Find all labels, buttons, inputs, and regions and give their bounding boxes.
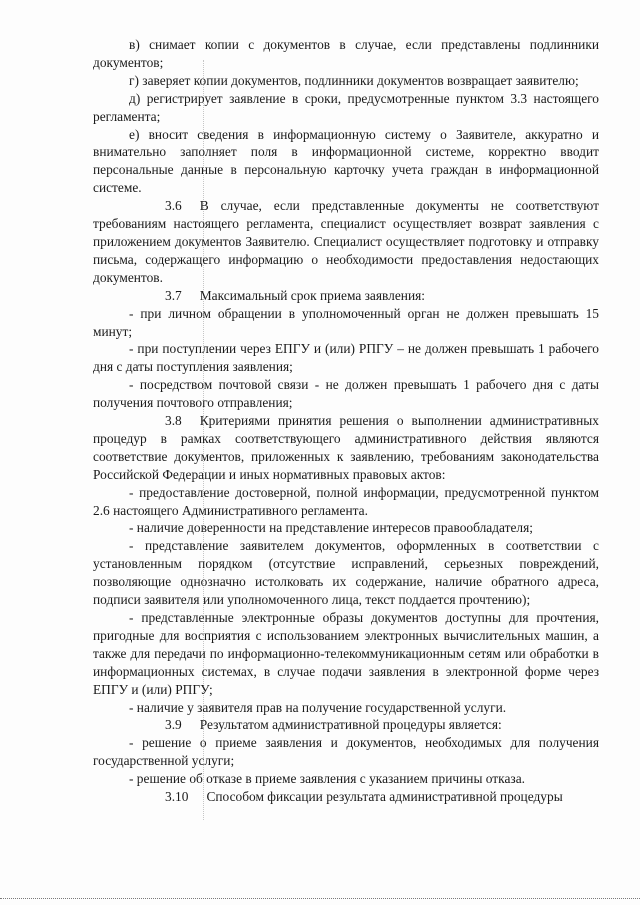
section-3-9 [93,716,599,734]
paragraph-g: г) заверяет копии документов, подлинники документов возвращает заявителю; [129,72,579,88]
section-number: 3.7 [165,287,182,303]
section-number: 3.8 [165,413,182,429]
list-item: - при поступлении через ЕПГУ и (или) РПГУ – не должен превышать 1 рабочего дня с даты поступления заявления; [93,341,599,375]
section-text: В случае, если представленные документы не соответствуют требованиям настоящего регламента, специалист осуществляет возврат заявления с приложением документов Заявителю. Специалист осуществляет подготовку и отправку письма, содержащего информацию о необходимости предоставления недостающих документов. [93,198,599,285]
list-item: - наличие доверенности на представление интересов правообладателя; [129,520,533,536]
list-item: - представленные электронные образы документов доступны для прочтения, пригодные для восприятия с использованием электронных вычислительных машин, а также для передачи по информационно-телекоммуникационным сетям или обработки в информационных системах, в случае подачи заявления в электронной форме через ЕПГУ и (или) РПГУ; [93,610,599,697]
section-number: 3.10 [165,789,189,805]
document-body [93,36,599,806]
section-3-6 [93,197,599,287]
section-text: Способом фиксации результата административной процедуры [206,789,563,805]
section-text: Максимальный срок приема заявления: [199,287,425,303]
paragraph-d: д) регистрирует заявление в сроки, предусмотренные пунктом 3.3 настоящего регламента; [93,90,599,124]
section-number: 3.9 [165,717,182,733]
list-item: - посредством почтовой связи - не должен превышать 1 рабочего дня с даты получения почтового отправления; [93,377,599,411]
list-item: - при личном обращении в уполномоченный орган не должен превышать 15 минут; [93,305,599,339]
section-text: Критериями принятия решения о выполнении административных процедур в рамках соответствующего административного действия являются соответствие документов, приложенных к заявлению, требованиям законодательства Российской Федерации и иных нормативных правовых актов: [93,413,599,482]
paragraph-v: в) снимает копии с документов в случае, если представлены подлинники документов; [93,37,599,70]
list-item: - решение о приеме заявления и документов, необходимых для получения государственной услуги; [93,735,599,769]
section-3-7 [93,287,599,305]
page-bottom-edge [0,898,640,899]
list-item: - наличие у заявителя прав на получение государственной услуги. [129,699,507,715]
section-3-10 [93,788,599,806]
section-text: Результатом административной процедуры является: [199,717,502,733]
list-item: - представление заявителем документов, оформленных в соответствии с установленным порядком (отсутствие исправлений, серьезных повреждений, позволяющие однозначно истолковать их содержание, наличие обратного адреса, подписи заявителя или уполномоченного лица, текст поддается прочтению); [93,538,599,608]
list-item: - решение об отказе в приеме заявления с указанием причины отказа. [129,771,525,787]
list-item: - предоставление достоверной, полной информации, предусмотренной пунктом 2.6 настоящего Административного регламента. [93,484,599,518]
section-number: 3.6 [165,198,182,214]
section-3-8 [93,412,599,484]
paragraph-e: е) вносит сведения в информационную систему о Заявителе, аккуратно и внимательно заполняет поля в информационной системе, корректно вводит персональные данные в персональную карточку учета граждан в информационной системе. [93,126,599,196]
